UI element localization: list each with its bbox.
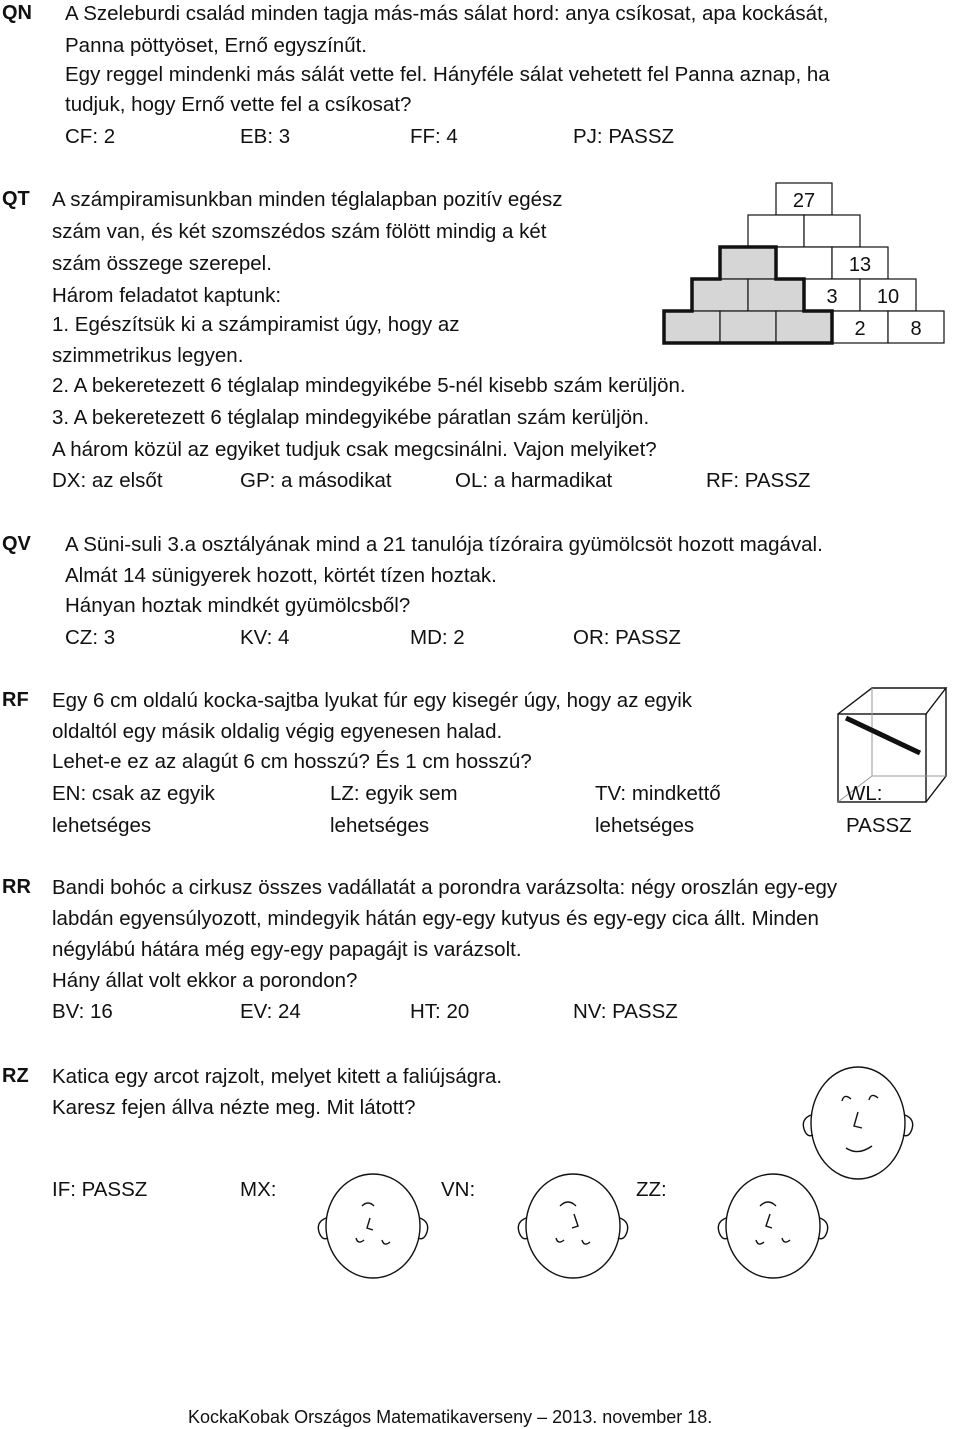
- face-option-vn[interactable]: [518, 1174, 627, 1278]
- question-text-qt-6: szimmetrikus legyen.: [52, 344, 244, 367]
- answer-option-tv[interactable]: TV: mindkettő: [595, 782, 721, 805]
- pyramid-cell: [748, 215, 804, 247]
- answer-option-gp[interactable]: GP: a másodikat: [240, 469, 392, 492]
- pyramid-cell: [804, 215, 860, 247]
- question-text-qv-3: Hányan hoztak mindkét gyümölcsből?: [65, 594, 411, 617]
- question-text-qt-7: 2. A bekeretezett 6 téglalap mindegyikébe 5-nél kisebb szám kerüljön.: [52, 374, 686, 397]
- question-text-qv-2: Almát 14 sünigyerek hozott, körtét tízen hoztak.: [65, 564, 497, 587]
- answer-option-lz-2: lehetséges: [330, 814, 430, 837]
- answer-option-vn[interactable]: VN:: [441, 1178, 476, 1201]
- answer-option-or[interactable]: OR: PASSZ: [573, 626, 681, 649]
- pyramid-cell-shaded: [720, 247, 776, 279]
- face-drawing: [803, 1067, 912, 1179]
- question-text-qv-1: A Süni-suli 3.a osztályának mind a 21 tanulója tízóraira gyümölcsöt hozott magával.: [65, 533, 823, 556]
- answer-option-bv[interactable]: BV: 16: [52, 1000, 113, 1023]
- question-text-rf-3: Lehet-e ez az alagút 6 cm hosszú? És 1 cm hosszú?: [52, 750, 532, 773]
- question-text-qt-5: 1. Egészítsük ki a számpiramist úgy, hogy az: [52, 313, 460, 336]
- face-option-zz[interactable]: [718, 1174, 827, 1278]
- pyramid-cell-shaded: [748, 279, 804, 311]
- question-text-qt-2: szám van, és két szomszédos szám fölött mindig a két: [52, 220, 547, 243]
- question-code-rz: RZ: [2, 1065, 29, 1087]
- question-code-rf: RF: [2, 689, 29, 711]
- pyramid-cell-shaded: [664, 311, 720, 343]
- pyramid-cell-shaded: [720, 311, 776, 343]
- answer-option-pj[interactable]: PJ: PASSZ: [573, 125, 675, 148]
- answer-option-en[interactable]: EN: csak az egyik: [52, 782, 215, 805]
- answer-option-ff[interactable]: FF: 4: [410, 125, 458, 148]
- answer-option-ev[interactable]: EV: 24: [240, 1000, 301, 1023]
- pyramid-cell-shaded: [776, 311, 832, 343]
- pyramid-label-8: 8: [910, 318, 922, 340]
- question-text-rz-1: Katica egy arcot rajzolt, melyet kitett a faliújságra.: [52, 1065, 503, 1088]
- question-text-rz-2: Karesz fejen állva nézte meg. Mit látott?: [52, 1096, 416, 1119]
- answer-option-ol[interactable]: OL: a harmadikat: [455, 469, 613, 492]
- question-text-rf-1: Egy 6 cm oldalú kocka-sajtba lyukat fúr egy kisegér úgy, hogy az egyik: [52, 689, 692, 712]
- question-text-qn-2: Panna pöttyöset, Ernő egyszínűt.: [65, 34, 367, 57]
- pyramid-cell-shaded: [692, 279, 748, 311]
- answer-option-wl[interactable]: WL:: [846, 782, 883, 805]
- tunnel-line: [846, 718, 920, 753]
- answer-option-wl-2: PASSZ: [846, 814, 912, 837]
- pyramid-label-3: 3: [826, 286, 838, 308]
- question-text-rr-2: labdán egyensúlyozott, mindegyik hátán egy-egy kutyus és egy-egy cica állt. Minden: [52, 907, 819, 930]
- question-text-qt-8: 3. A bekeretezett 6 téglalap mindegyikébe páratlan szám kerüljön.: [52, 406, 650, 429]
- pyramid-label-2: 2: [854, 318, 866, 340]
- question-text-rf-2: oldaltól egy másik oldalig végig egyenesen halad.: [52, 720, 503, 743]
- pyramid-label-top: 27: [792, 190, 816, 212]
- question-text-qt-9: A három közül az egyiket tudjuk csak megcsinálni. Vajon melyiket?: [52, 438, 657, 461]
- answer-option-if[interactable]: IF: PASSZ: [52, 1178, 148, 1201]
- answer-option-kv[interactable]: KV: 4: [240, 626, 290, 649]
- answer-option-en-2: lehetséges: [52, 814, 152, 837]
- answer-option-lz[interactable]: LZ: egyik sem: [330, 782, 458, 805]
- answer-option-ht[interactable]: HT: 20: [410, 1000, 470, 1023]
- answer-option-rf[interactable]: RF: PASSZ: [706, 469, 811, 492]
- question-text-qt-1: A számpiramisunkban minden téglalapban pozitív egész: [52, 188, 563, 211]
- question-code-qt: QT: [2, 188, 30, 210]
- face-option-mx[interactable]: [318, 1174, 427, 1278]
- page-footer: KockaKobak Országos Matematikaverseny – 2013. november 18.: [188, 1407, 713, 1427]
- answer-option-md[interactable]: MD: 2: [410, 626, 465, 649]
- answer-option-mx[interactable]: MX:: [240, 1178, 277, 1201]
- pyramid-label-10: 10: [876, 286, 900, 308]
- question-text-qn-4: tudjuk, hogy Ernő vette fel a csíkosat?: [65, 93, 412, 116]
- answer-option-cf[interactable]: CF: 2: [65, 125, 116, 148]
- answer-option-dx[interactable]: DX: az elsőt: [52, 469, 163, 492]
- question-text-rr-3: négylábú hátára még egy-egy papagájt is varázsolt.: [52, 938, 522, 961]
- question-code-rr: RR: [2, 876, 31, 898]
- question-text-qt-4: Három feladatot kaptunk:: [52, 284, 282, 307]
- answer-option-zz[interactable]: ZZ:: [636, 1178, 667, 1201]
- question-code-qn: QN: [2, 2, 32, 24]
- question-text-rr-4: Hány állat volt ekkor a porondon?: [52, 969, 358, 992]
- question-text-qn-3: Egy reggel mindenki más sálát vette fel. Hányféle sálat vehetett fel Panna aznap, ha: [65, 63, 830, 86]
- question-text-rr-1: Bandi bohóc a cirkusz összes vadállatát a porondra varázsolta: négy oroszlán egy-egy: [52, 876, 838, 899]
- pyramid-label-13: 13: [848, 254, 872, 276]
- pyramid-cell: [776, 247, 832, 279]
- question-text-qn-1: A Szeleburdi család minden tagja más-más sálat hord: anya csíkosat, apa kockását,: [65, 2, 829, 25]
- question-text-qt-3: szám összege szerepel.: [52, 252, 272, 275]
- question-code-qv: QV: [2, 533, 31, 555]
- answer-option-cz[interactable]: CZ: 3: [65, 626, 116, 649]
- answer-option-eb[interactable]: EB: 3: [240, 125, 291, 148]
- answer-option-tv-2: lehetséges: [595, 814, 695, 837]
- answer-option-nv[interactable]: NV: PASSZ: [573, 1000, 678, 1023]
